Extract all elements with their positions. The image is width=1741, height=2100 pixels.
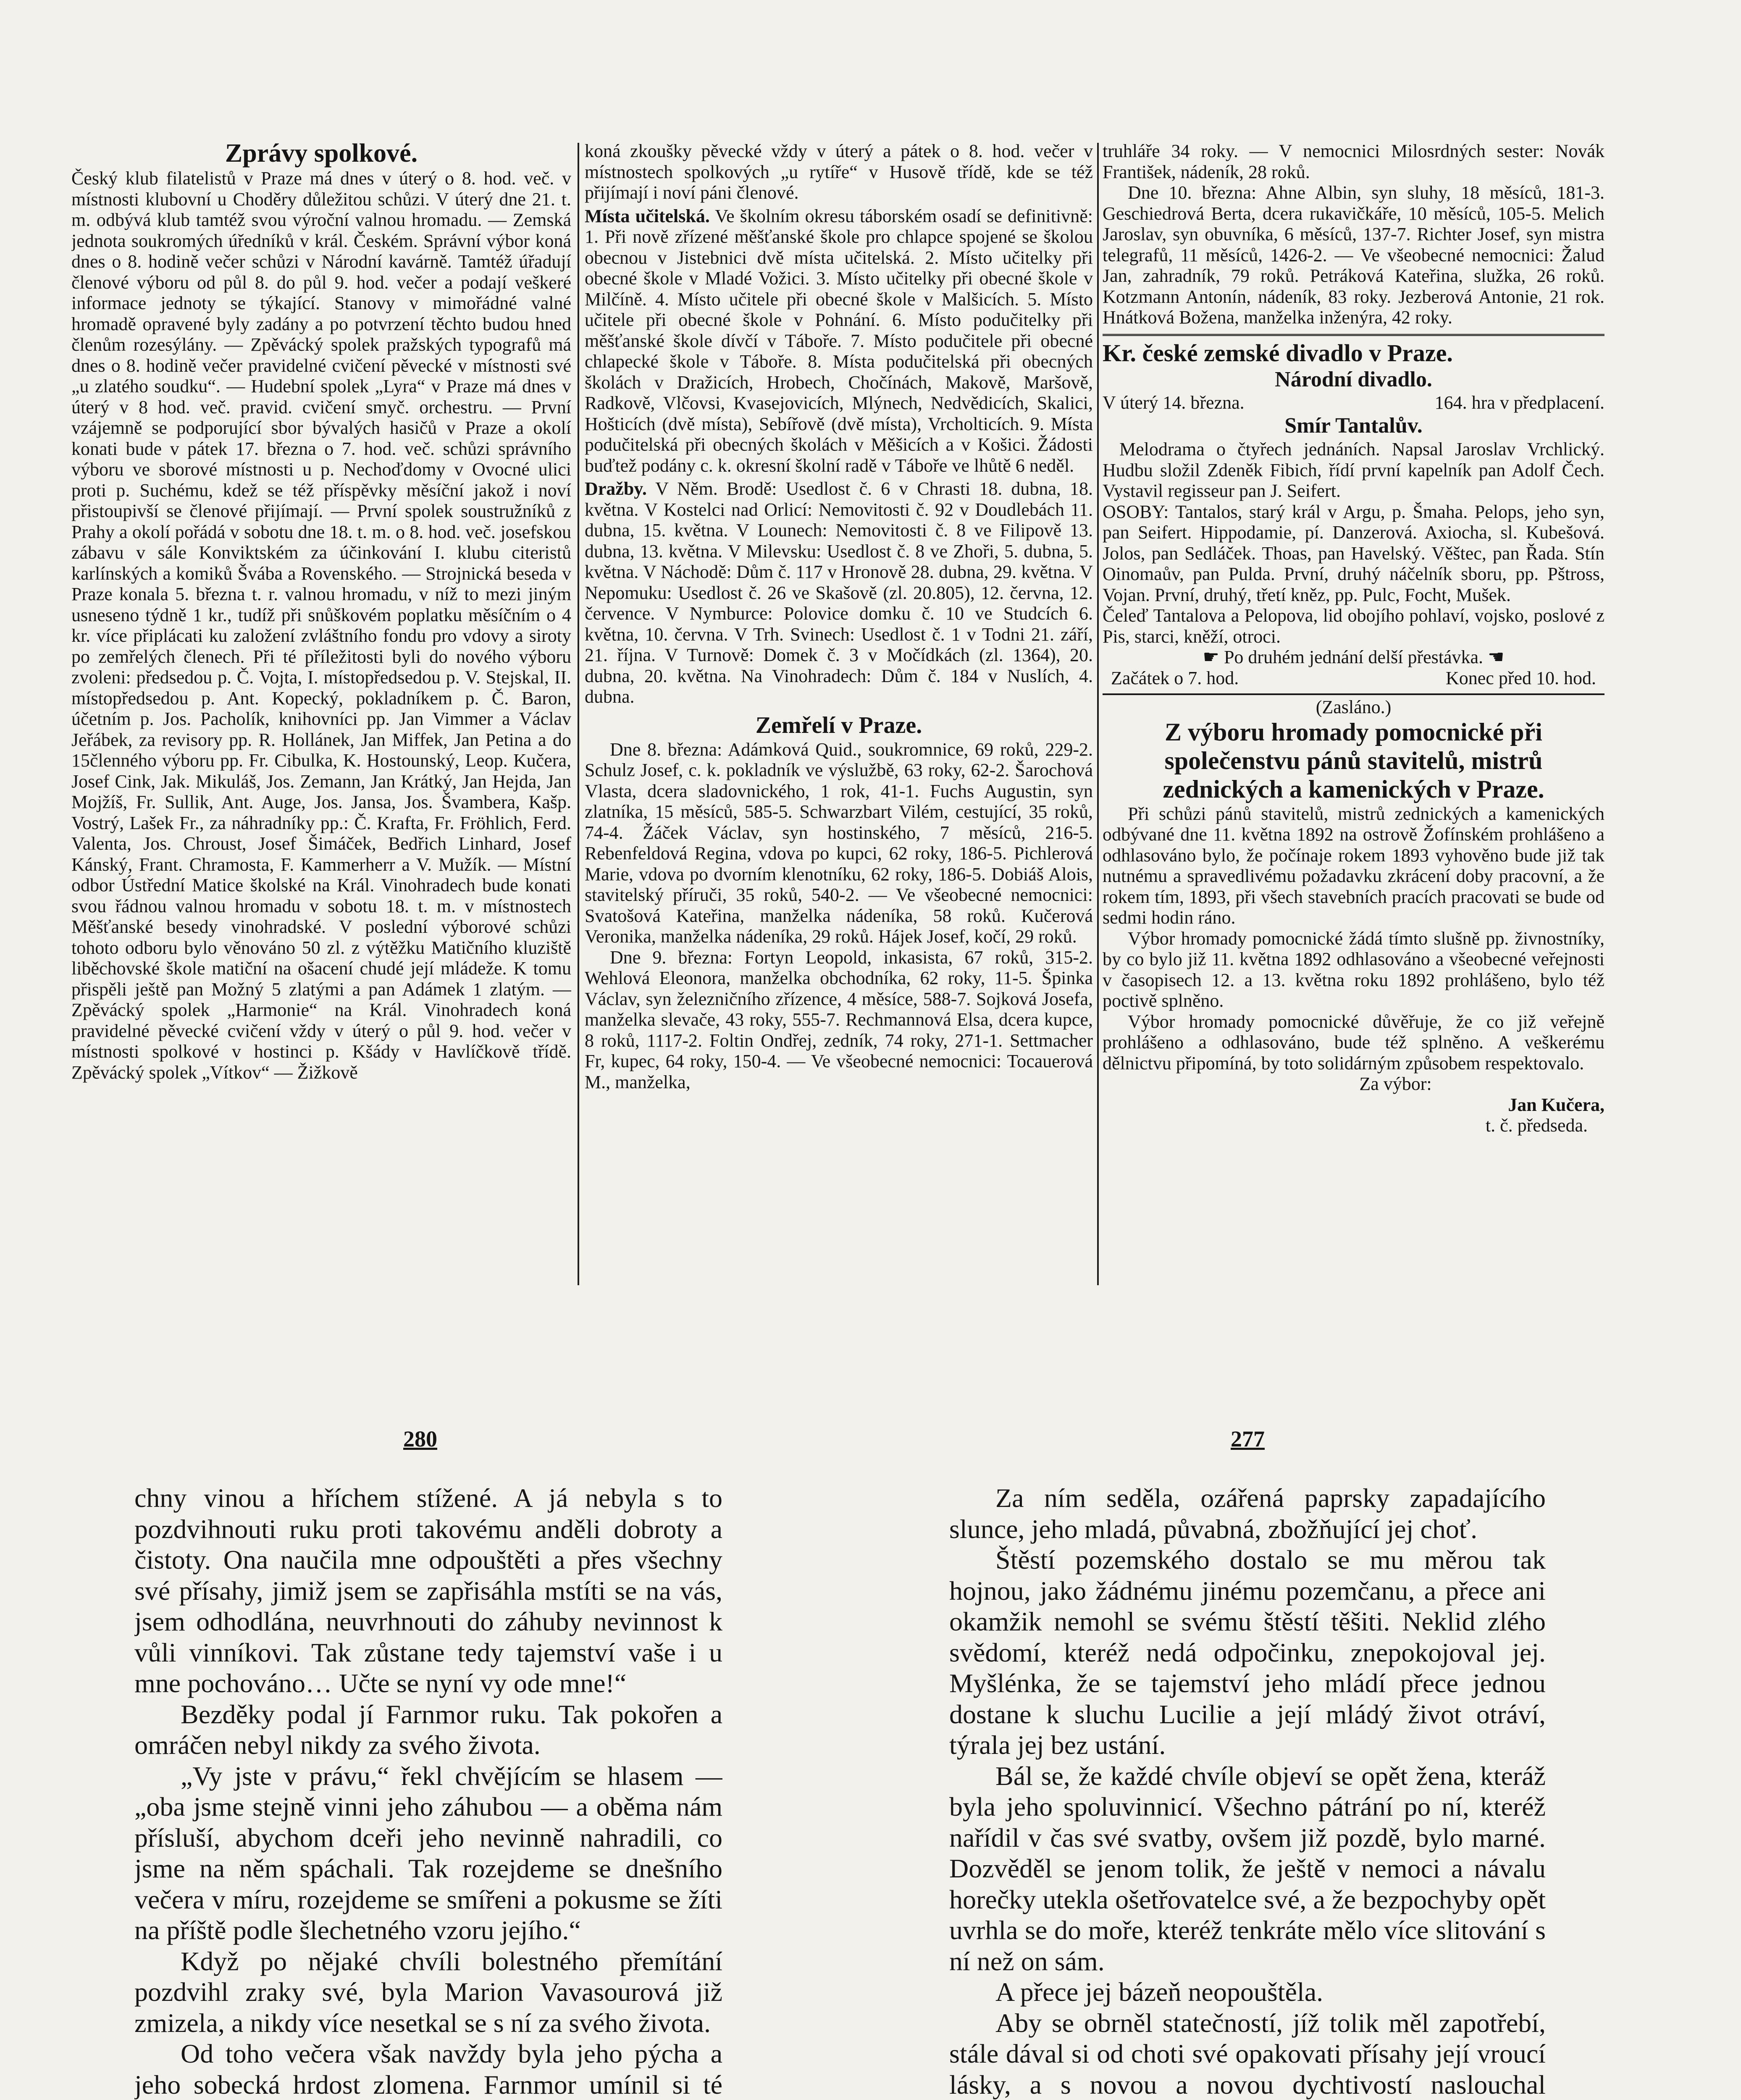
heading-zemreli-v-praze: Zemřelí v Praze. xyxy=(755,712,922,738)
theatre-title: Kr. české zemské divadlo v Praze. xyxy=(1103,339,1453,367)
column-rule-1 xyxy=(578,143,579,1285)
heading-drazby: Dražby. xyxy=(585,478,647,499)
play-title: Smír Tantalův. xyxy=(1284,414,1423,438)
theatre-performance: 164. hra v předplacení. xyxy=(1434,392,1604,413)
serial-left-paragraph: Když po nějaké chvíli bolestného přemítání pozdvihl zraky své, byla Marion Vavasourová již zmizela, a nikdy více nesetkal se s ní za svého života. xyxy=(134,1946,722,2038)
serial-left-paragraph: Bezděky podal jí Farnmor ruku. Tak pokořen a omráčen nebyl nikdy za svého života. xyxy=(134,1699,722,1760)
serial-right-text xyxy=(949,1483,1546,2100)
theatre-date: V úterý 14. března. xyxy=(1103,392,1245,413)
column-rule-2 xyxy=(1097,143,1099,1285)
notice-paragraph-2: Výbor hromady pomocnické žádá tímto slušně pp. živnostníky, by co bylo již 11. května 1892 odhlasováno a všeobecné veřejnosti v časopisech 12. a 13. května roku 1892 prohlášeno, bylo též poctivě splněno. xyxy=(1103,928,1604,1011)
serial-left-text xyxy=(134,1483,722,2100)
zemreli-10-brezna: Dne 10. března: Ahne Albin, syn sluhy, 18 měsíců, 181-3. Geschiedrová Berta, dcera rukavičkáře, 10 měsíců, 105-5. Melich Jaroslav, syn obuvníka, 6 měsíců, 137-7. Richter Josef, syn mistra telegrafů, 11 měsíců, 1426-2. — Ve všeobecné nemocnici: Žalud Jan, zahradník, 79 roků. Petráková Kateřina, služka, 26 roků. Kotzmann Antonín, nádeník, 83 roky. Jezberová Antonie, 21 rok. Hnátková Božena, manželka inženýra, 42 roky. xyxy=(1103,182,1604,328)
serial-right-paragraph: Bál se, že každé chvíle objeví se opět žena, kteráž byla jeho spoluvinnicí. Všechno pátrání po ní, kteréž nařídil v čas své svatby, ovšem již pozdě, bylo marné. Dozvěděl se jenom tolik, že ještě v nemoci a návalu horečky utekla ošetřovatelce své, a že bezpochyby opět uvrhla se do moře, kteréž tenkráte mělo více slitování s ní než on sám. xyxy=(949,1761,1546,1976)
zemreli-continuation: truhláře 34 roky. — V nemocnici Milosrdných sester: Novák František, nádeník, 28 roků. xyxy=(1103,141,1604,182)
notice-paragraph-1: Při schůzi pánů stavitelů, mistrů zednických a kamenických odbývané dne 11. května 1892 na ostrově Žofínském prohlášeno a odhlasováno bylo, že počínaje rokem 1893 vyhověno bude již tak nutnému a spravedlivému požadavku zkrácení doby pracovní, a že rokem tím, 1893, při všech stavebních pracích pracovati se bude od sedmi hodin ráno. xyxy=(1103,803,1604,928)
theatre-subtitle: Národní divadlo. xyxy=(1275,367,1432,391)
spolek-vitkov-continuation: koná zkoušky pěvecké vždy v úterý a pátek o 8. hod. večer v místnostech spolkových „u rytíře“ v Husově třídě, kde se též přijímají i noví páni členové. xyxy=(585,141,1093,203)
zemreli-8-brezna: Dne 8. března: Adámková Quid., soukromnice, 69 roků, 229-2. Schulz Josef, c. k. pokladník ve výslužbě, 63 roky, 62-2. Šarochová Vlasta, dcera sladovnického, 1 rok, 41-1. Fuchs Augustin, syn zlatníka, 15 měsíců, 585-5. Schwarzbart Vilém, cestující, 35 roků, 74-4. Žáček Václav, syn hostinského, 7 měsíců, 216-5. Rebenfeldová Regina, vdova po kupci, 62 roky, 186-5. Pichlerová Marie, vdova po dvorním klenotníku, 62 roky, 186-5. Dobiáš Alois, stavitelský příruči, 35 roků, 540-2. — Ve všeobecné nemocnici: Svatošová Kateřina, manželka nádeníka, 58 roků. Kučerová Veronika, manželka nádeníka, 29 roků. Hájek Josef, kočí, 29 roků. xyxy=(585,739,1093,947)
serial-right-paragraph: A přece jej bázeň neopouštěla. xyxy=(995,1977,1323,2007)
play-cast: OSOBY: Tantalos, starý král v Argu, p. Šmaha. Pelops, jeho syn, pan Seifert. Hippodamie, pí. Danzerová. Axiocha, sl. Kubešová. Jolos, pan Sedláček. Thoas, pan Havelský. Věštec, pan Řada. Stín Oinomaův, pan Pulda. První, druhý náčelník sboru, pp. Pštross, Vojan. První, druhý, třetí kněz, pp. Pulc, Focht, Mušek. xyxy=(1103,501,1604,605)
drazby-text: V Něm. Brodě: Usedlost č. 6 v Chrasti 18. dubna, 18. května. V Kostelci nad Orlicí: Nemovitosti č. 92 v Doudlebách 11. dubna, 15. května. V Lounech: Nemovitosti č. 8 ve Filipově 13. dubna, 13. května. V Milevsku: Usedlost č. 8 ve Zhoři, 5. dubna, 5. května. V Náchodě: Dům č. 117 v Hronově 28. dubna, 29. května. V Nepomuku: Usedlost č. 26 ve Skašově (zl. 20.805), 12. června, 12. července. V Nymburce: Polovice domku č. 10 ve Studcích 6. května, 10. června. V Trh. Svinech: Usedlost č. 1 v Todni 21. září, 21. října. V Turnově: Domek č. 3 v Močídkách (zl. 1364), 20. dubna, 20. května. Na Vinohradech: Dům č. 184 v Nuslích, 4. dubna. xyxy=(585,478,1093,707)
play-description: Melodrama o čtyřech jednáních. Napsal Jaroslav Vrchlický. Hudbu složil Zdeněk Fibich, řídí první kapelník pan Adolf Čech. Vystavil regisseur pan J. Seifert. xyxy=(1103,439,1604,501)
column-right xyxy=(1103,141,1604,1289)
zaslano-label: (Zasláno.) xyxy=(1316,697,1392,717)
serial-left-paragraph: chny vinou a hříchem stížené. A já nebyla s to pozdvihnouti ruku proti takovému anděli dobroty a čistoty. Ona naučila mne odpouštěti a přes všechny své přísahy, jimiž jsem se zapřisáhla mstíti se na vás, jsem odhodlána, neuvrhnouti do záhuby nevinnost k vůli vinníkovi. Tak zůstane tedy tajemství vaše i u mne pochováno… Učte se nyní vy ode mne!“ xyxy=(134,1483,722,1698)
play-start: Začátek o 7. hod. xyxy=(1111,667,1239,688)
serial-right-page-number: 277 xyxy=(1231,1426,1265,1452)
spolkove-text: Český klub filatelistů v Praze má dnes v úterý o 8. hod. več. v místnosti klubovní u Choděry důležitou schůzi. V úterý dne 21. t. m. odbývá klub tamtéž svou výroční valnou hromadu. — Zemská jednota soukromých úředníků v král. Českém. Správní výbor koná dnes o 8. hodině večer schůzi v Národní kavárně. Tamtéž úřadují členové výboru od půl 8. do půl 9. hod. večer a podají veškeré informace jednoty se týkající. Stanovy v mimořádné valné hromadě opravené byly zadány a po potvrzení těchto budou hned členům rozesýlány. — Zpěvácký spolek pražských typografů má dnes o 8. hodině večer pravidelné cvičení pěvecké v místnosti své „u zlatého soudku“. — Hudební spolek „Lyra“ v Praze má dnes v úterý v 8 hod. več. pravid. cvičení smyč. orchestru. — První vzájemně se podporující sbor bývalých hasičů v Praze a okolí konati bude v pátek 17. března o 7. hod. več. schůzi správního výboru ve sborové místnosti u p. Nechoďdomy v Ovocné ulici proti p. Suchému, kdež se též příspěvky měsíční jakož i noví přistoupivší se členové přijímají. — První spolek soustružníků z Prahy a okolí pořádá v sobotu dne 18. t. m. o 8. hod. več. josefskou zábavu v sále Konviktském za účinkování I. klubu citeristů karlínských a komiků Švába a Rovenského. — Strojnická beseda v Praze konala 5. března t. r. valnou hromadu, v níž to mezi jiným usneseno týdně 1 kr., tudíž při snůškovém poplatku měsíčním o 4 kr. více připlácati ku založení zvláštního fondu pro vdovy a siroty po zemřelých členech. Při té příležitosti byli do nového výboru zvoleni: předsedou p. Č. Vojta, I. místopředsedou p. V. Stejskal, II. místopředsedou p. Ant. Kopecký, pokladníkem p. Č. Baron, účetním p. Jos. Pacholík, knihovníci pp. Jan Vimmer a Václav Jeřábek, za revisory pp. R. Hollánek, Jan Miffek, Jan Petina a do 15členného výboru pp. Fr. Cibulka, K. Hostounský, Leop. Kučera, Josef Cink, Jak. Mikuláš, Jos. Zemann, Jan Krátký, Jan Hejda, Jan Mojžíš, Fr. Sullik, Ant. Auge, Jos. Jansa, Jos. Švambera, Kašp. Vostrý, Lašek Fr., za náhradníky pp.: Č. Krafta, Fr. Fröhlich, Ferd. Valenta, Jos. Chroust, Josef Šimáček, Bedřich Linhard, Josef Kánský, Frant. Chramosta, F. Kammerherr a V. Mužík. — Místní odbor Ústřední Matice školské na Král. Vinohradech bude konati svou řádnou valnou hromadu v sobotu 18. t. m. v místnostech Měšťanské besedy vinohradské. V poslední výborové schůzi tohoto odboru bylo věnováno 50 zl. z výtěžku Matičního kluziště liběchovské škole matiční na ošacení chudé její mládeže. K tomu přispěli ještě pan Možný 5 zlatými a pan Adámek 1 zlatým. — Zpěvácký spolek „Harmonie“ na Král. Vinohradech koná pravidelné pěvecké cvičení vždy v úterý o půl 9. hod. večer v místnosti spolkové v hostinci p. Kšády v Havlíčkově třídě. Zpěvácký spolek „Vítkov“ — Žižkově xyxy=(71,168,571,1083)
serial-right-paragraph: Štěstí pozemského dostalo se mu měrou tak hojnou, jako žádnému jinému pozemčanu, a přece ani okamžik nemohl se svému štěstí těšiti. Neklid zlého svědomí, kteréž nedá odpočinku, znepokojoval jej. Myšlénka, že se tajemství jeho mládí přece jednou dostane k sluchu Lucilie a její mládý život otráví, týrala jej bez ustání. xyxy=(949,1545,1546,1760)
notice-signed-by: Za výbor: xyxy=(1359,1074,1432,1094)
drazby xyxy=(585,478,1093,707)
zaslano-section xyxy=(1103,693,1604,1136)
column-center xyxy=(585,141,1093,1289)
theatre-date-row xyxy=(1103,392,1604,413)
zemreli-9-brezna: Dne 9. března: Fortyn Leopold, inkasista, 67 roků, 315-2. Wehlová Eleonora, manželka obchodníka, 62 roky, 11-5. Špinka Václav, syn železničního zřízence, 4 měsíce, 588-7. Sojková Josefa, manželka slevače, 43 roky, 555-7. Rechmannová Elsa, dcera kupce, 8 roků, 1117-2. Foltin Ondřej, zedník, 74 roky, 271-1. Settmacher Fr, kupec, 64 roky, 150-4. — Ve všeobecné nemocnici: Tocauerová M., manželka, xyxy=(585,947,1093,1092)
play-interval-row xyxy=(1103,647,1604,668)
mista-ucitelska-text: Ve školním okresu táborském osadí se definitivně: 1. Při nově zřízené měšťanské škole pro chlapce spojené se školou obecnou v Jistebnici dvě místa učitelská. 2. Místo učitelky při obecné škole v Mladé Vožici. 3. Místo učitelky při obecné škole v Milčíně. 4. Místo učitele při obecné škole v Malšicích. 5. Místo učitele při obecné škole v Pohnání. 6. Místo podučitelky při měšťanské škole dívčí v Táboře. 7. Místo podučitele při obecné chlapecké škole v Táboře. 8. Místa podučitelská při obecných školách v Dražicích, Hrobech, Chočínách, Makově, Maršově, Radkově, Vlčovsi, Kvasejovicích, Mlýnech, Nedvědicích, Skalici, Hošticích (dvě místa), Sebířově (dvě místa), Vrcholticích. 9. Místa podučitelská při obecných školách v Měšicích a v Košici. Žádosti buďtež podány c. k. okresní školní radě v Táboře ve lhůtě 6 neděl. xyxy=(585,205,1093,476)
serial-right-paragraph: Za ním seděla, ozářená paprsky zapadajícího slunce, jeho mladá, půvabná, zbožňující jej choť. xyxy=(949,1483,1546,1544)
play-ensemble: Čeleď Tantalova a Pelopova, lid obojího pohlaví, vojsko, poslové z Pis, starci, kněží, otroci. xyxy=(1103,605,1604,647)
mista-ucitelska xyxy=(585,206,1093,476)
notice-title: Z výboru hromady pomocnické při společenstvu pánů stavitelů, mistrů zednických a kamenických v Praze. xyxy=(1163,718,1544,803)
play-interval: Po druhém jednání delší přestávka. xyxy=(1224,647,1484,667)
heading-zpravy-spolkove: Zprávy spolkové. xyxy=(225,139,418,168)
play-times xyxy=(1103,668,1604,689)
serial-left-page-number: 280 xyxy=(403,1426,437,1452)
serial-left-paragraph: Od toho večera však navždy byla jeho pýcha a jeho sobecká hrdost zlomena. Farnmor umínil si té xyxy=(134,2039,722,2100)
play-end: Konec před 10. hod. xyxy=(1445,667,1596,688)
serial-left-paragraph: „Vy jste v právu,“ řekl chvějícím se hlasem — „oba jsme stejně vinni jeho záhubou — a oběma nám přísluší, abychom dceři jeho nevinně nahradili, co jsme na něm spáchali. Tak rozejdeme se dnešního večera v míru, rozejdeme se smířeni a pokusme se žíti na příště podle šlechetného vzoru jejího.“ xyxy=(134,1761,722,1945)
theatre-announcement xyxy=(1103,334,1604,689)
notice-signer: Jan Kučera, xyxy=(1508,1094,1604,1115)
hand-left-icon: ☛ xyxy=(1203,647,1224,667)
notice-signer-role: t. č. předseda. xyxy=(1485,1115,1588,1136)
notice-paragraph-3: Výbor hromady pomocnické důvěřuje, že co již veřejně prohlášeno a odhlasováno, bude též splněno. A veškerému dělnictvu připomíná, by toto solidárným způsobem respektovalo. xyxy=(1103,1011,1604,1074)
serial-right-paragraph: Aby se obrněl statečností, jíž tolik měl zapotřebí, stále dával si od choti své opakovati přísahy její vroucí lásky, a s novou a novou dychtivostí naslouchal xyxy=(949,2008,1546,2100)
column-spolkove xyxy=(71,139,571,1289)
heading-mista-ucitelska: Místa učitelská. xyxy=(585,205,710,226)
hand-right-icon: ☚ xyxy=(1483,647,1505,667)
